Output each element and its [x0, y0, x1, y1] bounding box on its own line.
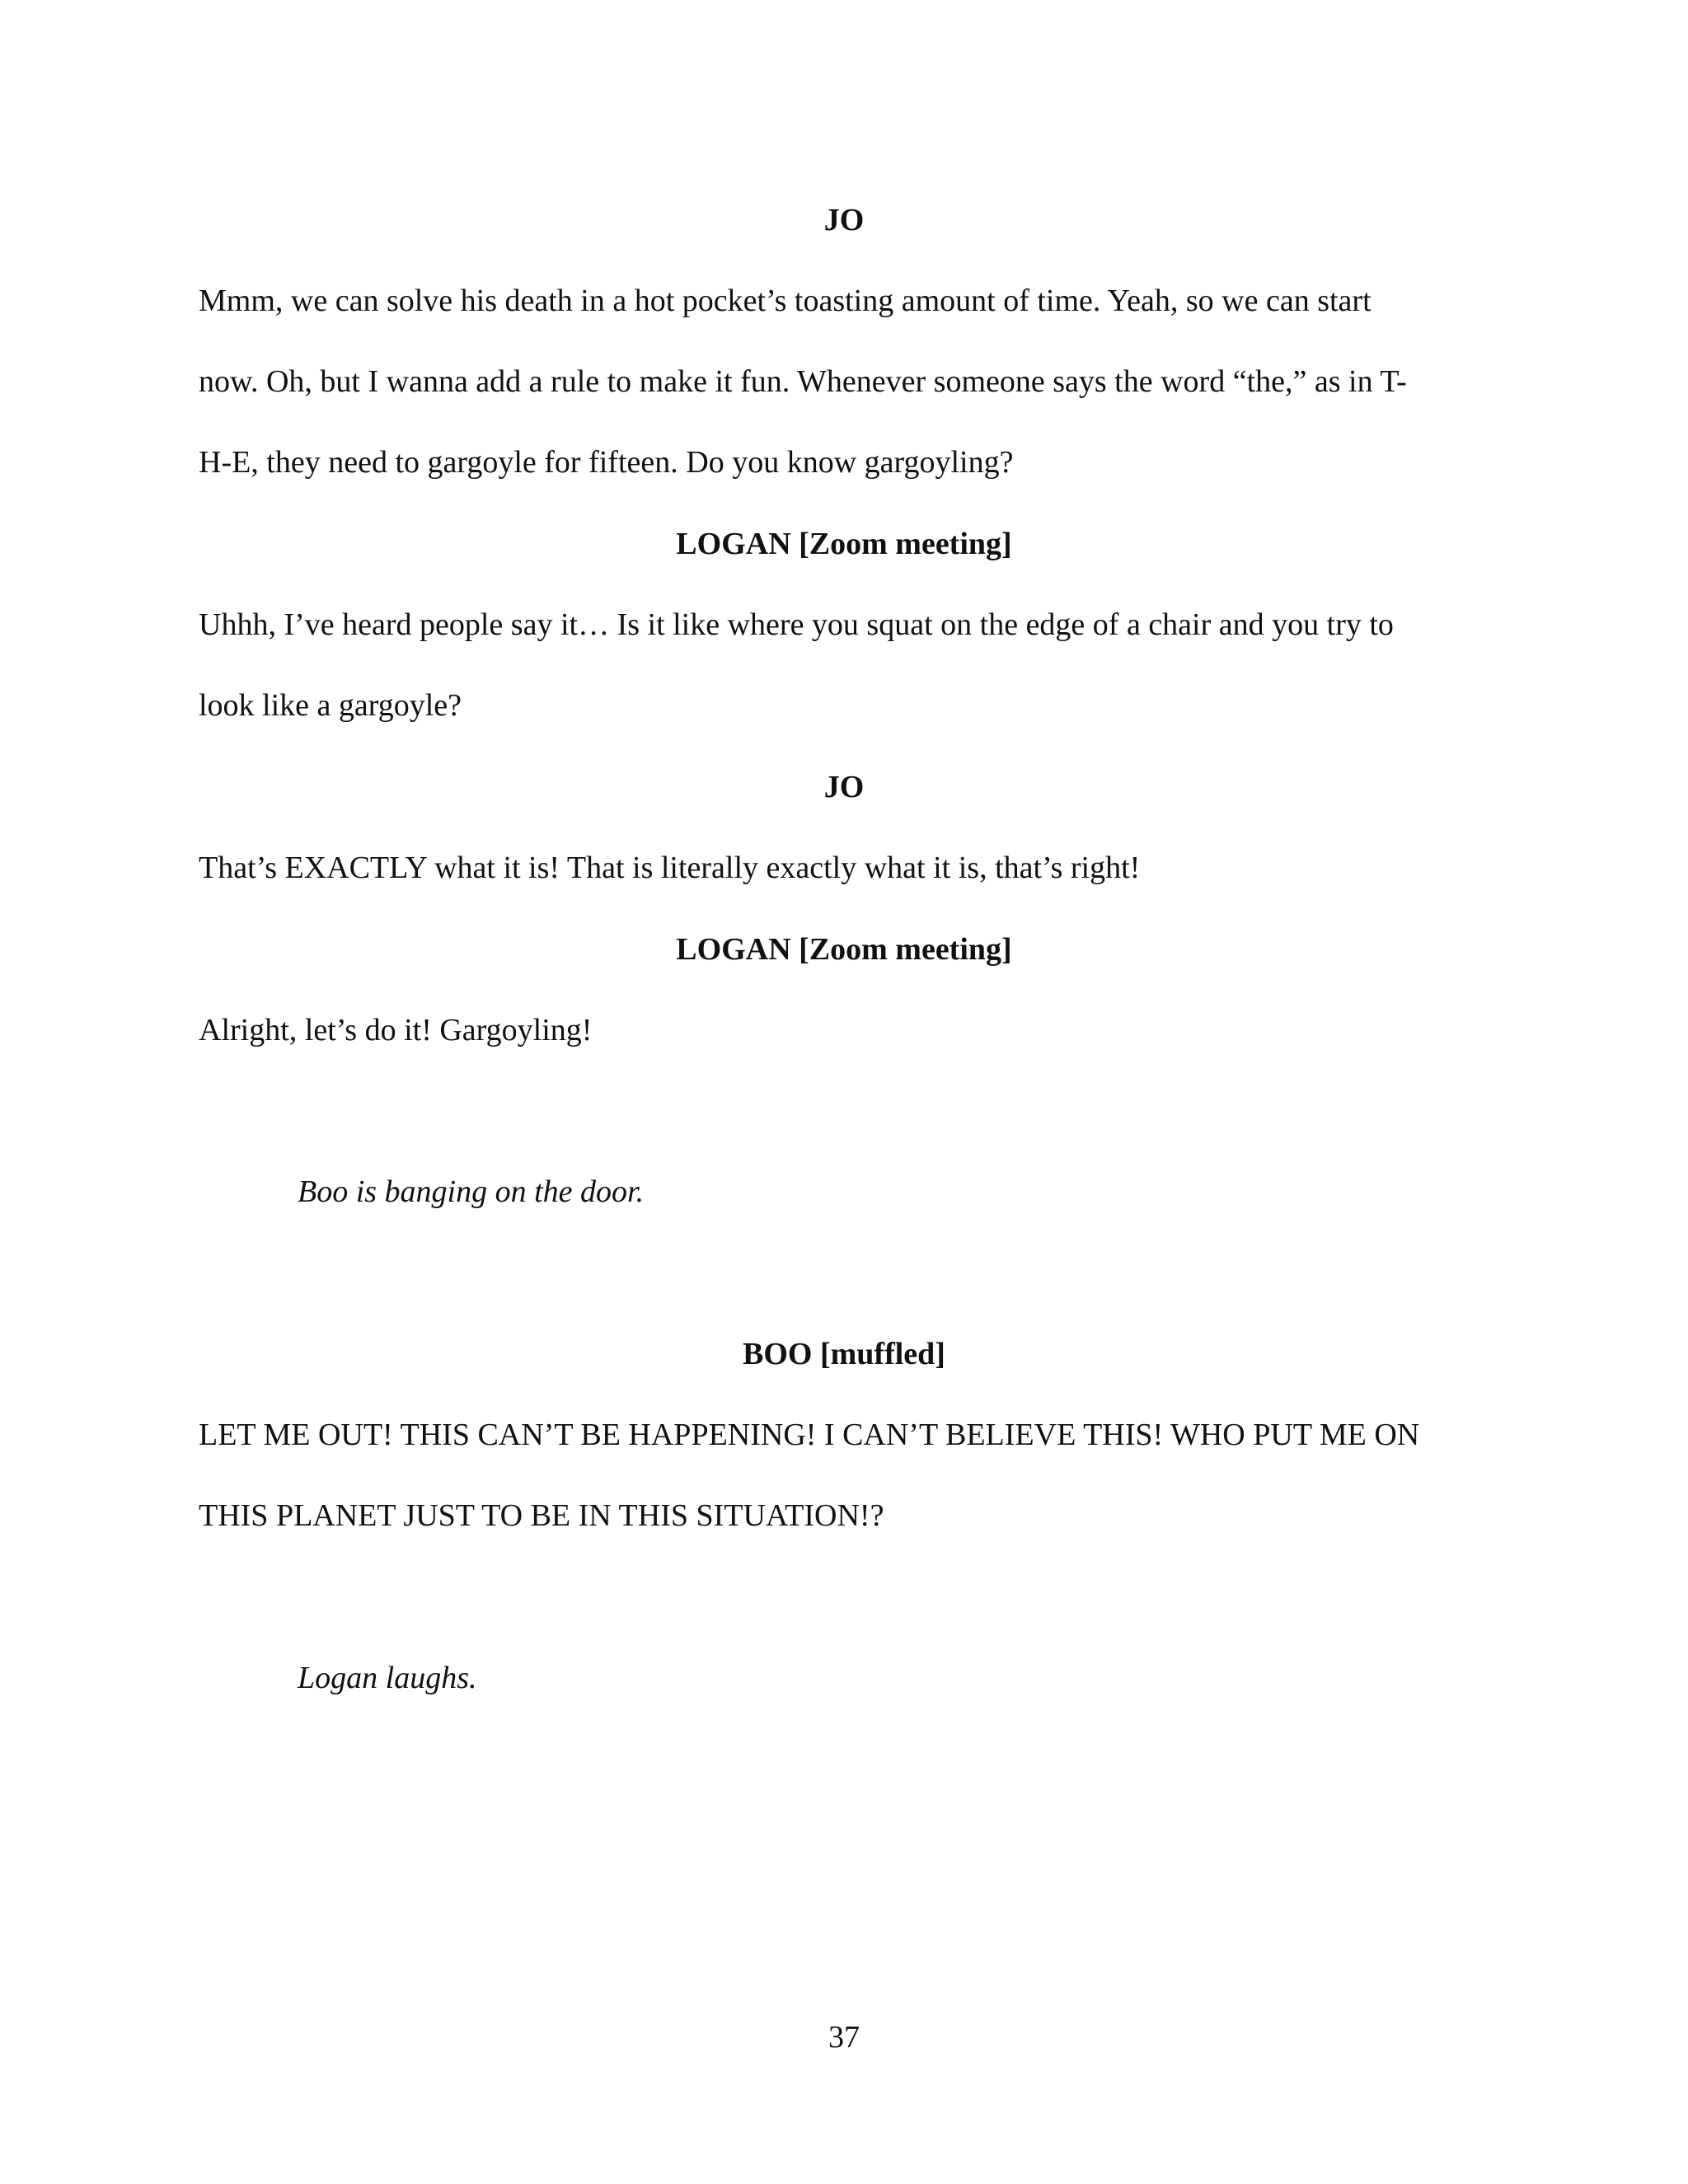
dialogue-line: H-E, they need to gargoyle for fifteen. Do you know gargoyling?: [199, 445, 1014, 480]
character-name-jo: JO: [823, 770, 865, 804]
dialogue-line: Mmm, we can solve his death in a hot pocket’s toasting amount of time. Yeah, so we can start: [199, 284, 1372, 318]
dialogue-line: Uhhh, I’ve heard people say it… Is it like where you squat on the edge of a chair and you try to: [199, 607, 1394, 642]
dialogue-line: look like a gargoyle?: [199, 688, 462, 723]
character-name-logan: LOGAN [Zoom meeting]: [676, 932, 1012, 967]
dialogue-line: Alright, let’s do it! Gargoyling!: [199, 1013, 593, 1047]
dialogue-line: LET ME OUT! THIS CAN’T BE HAPPENING! I CAN’T BELIEVE THIS! WHO PUT ME ON: [199, 1418, 1420, 1452]
character-name-jo: JO: [823, 203, 865, 237]
dialogue-line: That’s EXACTLY what it is! That is literally exactly what it is, that’s right!: [199, 851, 1141, 885]
character-name-boo: BOO [muffled]: [743, 1337, 945, 1371]
dialogue-line: THIS PLANET JUST TO BE IN THIS SITUATION!?: [199, 1498, 884, 1533]
stage-direction: Logan laughs.: [298, 1661, 477, 1695]
page-number: 37: [828, 2020, 860, 2055]
character-name-logan: LOGAN [Zoom meeting]: [676, 527, 1012, 561]
stage-direction: Boo is banging on the door.: [298, 1174, 645, 1209]
dialogue-line: now. Oh, but I wanna add a rule to make it fun. Whenever someone says the word “the,” as in T-: [199, 364, 1407, 399]
